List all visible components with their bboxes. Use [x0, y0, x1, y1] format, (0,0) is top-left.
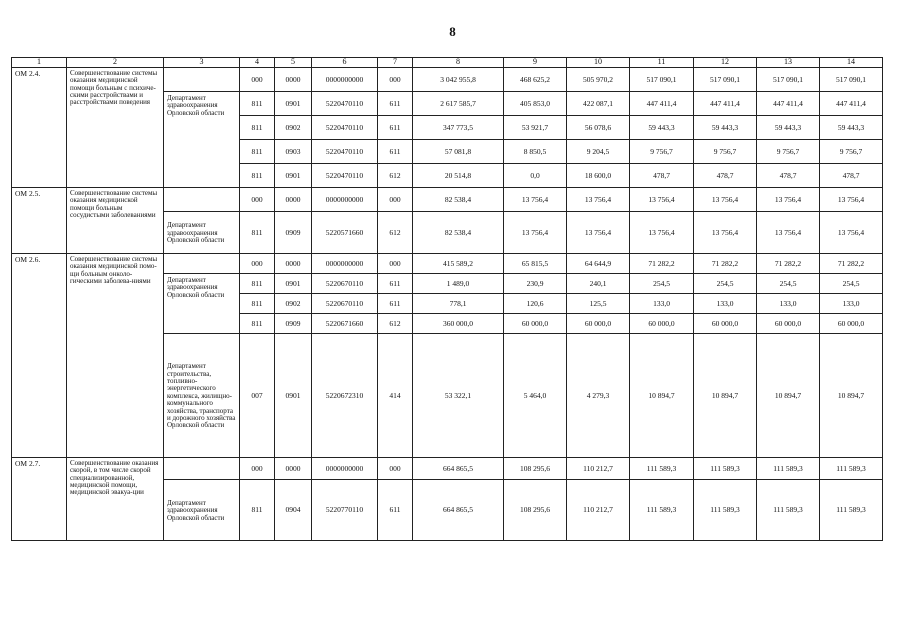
- table-cell-col7: 000: [378, 188, 413, 212]
- table-cell-col6: 5220672310: [312, 334, 378, 458]
- table-cell-col6: 5220571660: [312, 212, 378, 254]
- table-cell-col14: 111 589,3: [820, 480, 883, 541]
- page-number: 8: [449, 24, 456, 39]
- table-cell-col14: 59 443,3: [820, 116, 883, 140]
- table-cell-col5: 0904: [275, 480, 312, 541]
- table-cell-col11: 133,0: [630, 294, 694, 314]
- table-cell-col14: 111 589,3: [820, 458, 883, 480]
- executor-cell: [164, 254, 240, 274]
- measure-description: Совершенствование системы оказания медицинской помо-щи больным онколо-гическими заболева-ниями: [67, 254, 164, 458]
- table-cell-col13: 478,7: [757, 164, 820, 188]
- table-cell-col6: 5220770110: [312, 480, 378, 541]
- table-cell-col9: 108 295,6: [504, 458, 567, 480]
- header-cell: 7: [378, 58, 413, 68]
- table-cell-col12: 111 589,3: [694, 458, 757, 480]
- table-cell-col12: 10 894,7: [694, 334, 757, 458]
- table-cell-col10: 125,5: [567, 294, 630, 314]
- table-row: [12, 458, 883, 480]
- table-cell-col12: 133,0: [694, 294, 757, 314]
- table-cell-col14: 9 756,7: [820, 140, 883, 164]
- table-cell-col11: 447 411,4: [630, 92, 694, 116]
- table-cell-col4: 811: [240, 212, 275, 254]
- table-cell-col8: 664 865,5: [413, 458, 504, 480]
- table-cell-col6: 0000000000: [312, 68, 378, 92]
- table-row: [12, 188, 883, 212]
- table-cell-col10: 56 078,6: [567, 116, 630, 140]
- table-cell-col13: 71 282,2: [757, 254, 820, 274]
- table-cell-col5: 0903: [275, 140, 312, 164]
- table-cell-col11: 9 756,7: [630, 140, 694, 164]
- executor-cell: [164, 68, 240, 92]
- table-cell-col11: 10 894,7: [630, 334, 694, 458]
- table-cell-col5: 0901: [275, 164, 312, 188]
- table-cell-col5: 0000: [275, 254, 312, 274]
- table-cell-col4: 811: [240, 314, 275, 334]
- table-cell-col14: 13 756,4: [820, 212, 883, 254]
- header-cell: 4: [240, 58, 275, 68]
- table-cell-col8: 664 865,5: [413, 480, 504, 541]
- table-cell-col9: 8 850,5: [504, 140, 567, 164]
- table-cell-col14: 13 756,4: [820, 188, 883, 212]
- table-cell-col9: 108 295,6: [504, 480, 567, 541]
- table-cell-col5: 0901: [275, 92, 312, 116]
- table-cell-col7: 611: [378, 140, 413, 164]
- table-cell-col14: 133,0: [820, 294, 883, 314]
- table-cell-col6: 0000000000: [312, 188, 378, 212]
- executor-cell: Департамент здравоохранения Орловской области: [164, 480, 240, 541]
- table-cell-col9: 13 756,4: [504, 188, 567, 212]
- table-row: [12, 254, 883, 274]
- measure-code: ОМ 2.4.: [12, 68, 67, 188]
- table-cell-col4: 000: [240, 68, 275, 92]
- table-cell-col5: 0901: [275, 274, 312, 294]
- table-cell-col7: 612: [378, 212, 413, 254]
- table-cell-col13: 133,0: [757, 294, 820, 314]
- table-cell-col5: 0909: [275, 314, 312, 334]
- table-cell-col12: 9 756,7: [694, 140, 757, 164]
- table-cell-col7: 611: [378, 92, 413, 116]
- executor-cell: Департамент здравоохранения Орловской области: [164, 92, 240, 188]
- table-cell-col4: 811: [240, 140, 275, 164]
- table-cell-col4: 811: [240, 164, 275, 188]
- table-cell-col11: 111 589,3: [630, 458, 694, 480]
- table-cell-col9: 5 464,0: [504, 334, 567, 458]
- header-cell: 12: [694, 58, 757, 68]
- table-cell-col10: 13 756,4: [567, 212, 630, 254]
- table-cell-col7: 611: [378, 480, 413, 541]
- executor-cell: Департамент здравоохранения Орловской области: [164, 274, 240, 334]
- table-cell-col10: 422 087,1: [567, 92, 630, 116]
- header-cell: 9: [504, 58, 567, 68]
- table-cell-col11: 111 589,3: [630, 480, 694, 541]
- table-cell-col7: 414: [378, 334, 413, 458]
- table-cell-col13: 517 090,1: [757, 68, 820, 92]
- table-cell-col4: 007: [240, 334, 275, 458]
- table-cell-col8: 82 538,4: [413, 212, 504, 254]
- table-cell-col11: 517 090,1: [630, 68, 694, 92]
- table-cell-col4: 000: [240, 458, 275, 480]
- header-cell: 10: [567, 58, 630, 68]
- table-cell-col9: 468 625,2: [504, 68, 567, 92]
- table-cell-col6: 0000000000: [312, 254, 378, 274]
- table-cell-col6: 5220670110: [312, 274, 378, 294]
- table-cell-col14: 447 411,4: [820, 92, 883, 116]
- table-cell-col9: 0,0: [504, 164, 567, 188]
- table-cell-col10: 110 212,7: [567, 480, 630, 541]
- table-cell-col8: 778,1: [413, 294, 504, 314]
- table-cell-col12: 13 756,4: [694, 188, 757, 212]
- table-cell-col10: 64 644,9: [567, 254, 630, 274]
- table-cell-col8: 1 489,0: [413, 274, 504, 294]
- table-cell-col4: 811: [240, 92, 275, 116]
- table-cell-col10: 110 212,7: [567, 458, 630, 480]
- table-cell-col11: 478,7: [630, 164, 694, 188]
- table-cell-col11: 13 756,4: [630, 188, 694, 212]
- table-cell-col8: 3 042 955,8: [413, 68, 504, 92]
- header-cell: 1: [12, 58, 67, 68]
- budget-table: [11, 57, 883, 541]
- table-cell-col4: 811: [240, 480, 275, 541]
- table-cell-col8: 57 081,8: [413, 140, 504, 164]
- table-cell-col9: 13 756,4: [504, 212, 567, 254]
- table-cell-col8: 347 773,5: [413, 116, 504, 140]
- table-cell-col14: 254,5: [820, 274, 883, 294]
- table-cell-col7: 611: [378, 294, 413, 314]
- table-cell-col7: 000: [378, 254, 413, 274]
- table-cell-col5: 0901: [275, 334, 312, 458]
- table-cell-col9: 120,6: [504, 294, 567, 314]
- table-cell-col9: 53 921,7: [504, 116, 567, 140]
- table-cell-col10: 505 970,2: [567, 68, 630, 92]
- table-cell-col4: 811: [240, 116, 275, 140]
- table-cell-col5: 0000: [275, 188, 312, 212]
- table-cell-col12: 71 282,2: [694, 254, 757, 274]
- table-cell-col7: 612: [378, 314, 413, 334]
- table-cell-col12: 60 000,0: [694, 314, 757, 334]
- table-cell-col14: 517 090,1: [820, 68, 883, 92]
- table-cell-col13: 59 443,3: [757, 116, 820, 140]
- table-cell-col13: 111 589,3: [757, 458, 820, 480]
- table-cell-col5: 0000: [275, 68, 312, 92]
- table-cell-col10: 13 756,4: [567, 188, 630, 212]
- table-cell-col13: 254,5: [757, 274, 820, 294]
- header-cell: 11: [630, 58, 694, 68]
- table-cell-col6: 0000000000: [312, 458, 378, 480]
- table-cell-col4: 000: [240, 254, 275, 274]
- table-cell-col7: 000: [378, 458, 413, 480]
- table-cell-col9: 65 815,5: [504, 254, 567, 274]
- table-cell-col11: 13 756,4: [630, 212, 694, 254]
- header-cell: 5: [275, 58, 312, 68]
- table-cell-col9: 230,9: [504, 274, 567, 294]
- table-cell-col7: 611: [378, 116, 413, 140]
- table-cell-col8: 360 000,0: [413, 314, 504, 334]
- executor-cell: Департамент здравоохранения Орловской области: [164, 212, 240, 254]
- header-cell: 8: [413, 58, 504, 68]
- table-cell-col10: 240,1: [567, 274, 630, 294]
- table-cell-col13: 13 756,4: [757, 212, 820, 254]
- table-cell-col6: 5220670110: [312, 294, 378, 314]
- table-cell-col8: 82 538,4: [413, 188, 504, 212]
- table-cell-col12: 111 589,3: [694, 480, 757, 541]
- executor-cell: [164, 188, 240, 212]
- table-cell-col9: 405 853,0: [504, 92, 567, 116]
- table-cell-col6: 5220671660: [312, 314, 378, 334]
- table-cell-col8: 2 617 585,7: [413, 92, 504, 116]
- table-cell-col13: 10 894,7: [757, 334, 820, 458]
- header-cell: 6: [312, 58, 378, 68]
- executor-cell: [164, 458, 240, 480]
- table-cell-col10: 18 600,0: [567, 164, 630, 188]
- table-cell-col11: 59 443,3: [630, 116, 694, 140]
- table-cell-col5: 0902: [275, 294, 312, 314]
- table-cell-col5: 0000: [275, 458, 312, 480]
- measure-description: Совершенствование системы оказания медицинской помощи больным с психиче-скими расстройствами и расстройствами поведения: [67, 68, 164, 188]
- table-cell-col6: 5220470110: [312, 164, 378, 188]
- table-cell-col13: 9 756,7: [757, 140, 820, 164]
- table-cell-col6: 5220470110: [312, 116, 378, 140]
- table-row: [12, 68, 883, 92]
- table-cell-col12: 478,7: [694, 164, 757, 188]
- table-cell-col9: 60 000,0: [504, 314, 567, 334]
- table-cell-col7: 612: [378, 164, 413, 188]
- table-cell-col13: 111 589,3: [757, 480, 820, 541]
- table-cell-col12: 59 443,3: [694, 116, 757, 140]
- executor-cell: Департамент строительства, топливно-энергетического комплекса, жилищно-коммунального хозяйства, транспорта и дорожного хозяйства Орловской области: [164, 334, 240, 458]
- table-cell-col8: 415 589,2: [413, 254, 504, 274]
- table-cell-col6: 5220470110: [312, 92, 378, 116]
- table-cell-col4: 000: [240, 188, 275, 212]
- table-cell-col11: 60 000,0: [630, 314, 694, 334]
- table-cell-col8: 53 322,1: [413, 334, 504, 458]
- table-cell-col5: 0902: [275, 116, 312, 140]
- measure-description: Совершенствование оказания скорой, в том числе скорой специализированной, медицинской помощи, медицинской эвакуа-ции: [67, 458, 164, 541]
- header-cell: 3: [164, 58, 240, 68]
- table-cell-col5: 0909: [275, 212, 312, 254]
- measure-code: ОМ 2.7.: [12, 458, 67, 541]
- table-cell-col8: 20 514,8: [413, 164, 504, 188]
- header-cell: 14: [820, 58, 883, 68]
- table-cell-col14: 10 894,7: [820, 334, 883, 458]
- table-cell-col10: 9 204,5: [567, 140, 630, 164]
- measure-code: ОМ 2.6.: [12, 254, 67, 458]
- table-cell-col7: 000: [378, 68, 413, 92]
- measure-code: ОМ 2.5.: [12, 188, 67, 254]
- header-row: [12, 58, 883, 68]
- measure-description: Совершенствование системы оказания медицинской помощи больным сосудистыми заболеваниями: [67, 188, 164, 254]
- header-cell: 2: [67, 58, 164, 68]
- table-cell-col13: 13 756,4: [757, 188, 820, 212]
- table-cell-col14: 60 000,0: [820, 314, 883, 334]
- table-cell-col11: 254,5: [630, 274, 694, 294]
- table-cell-col12: 447 411,4: [694, 92, 757, 116]
- header-cell: 13: [757, 58, 820, 68]
- table-cell-col4: 811: [240, 274, 275, 294]
- table-cell-col13: 447 411,4: [757, 92, 820, 116]
- table-cell-col6: 5220470110: [312, 140, 378, 164]
- table-cell-col4: 811: [240, 294, 275, 314]
- table-cell-col12: 254,5: [694, 274, 757, 294]
- table-cell-col13: 60 000,0: [757, 314, 820, 334]
- table-cell-col11: 71 282,2: [630, 254, 694, 274]
- table-cell-col7: 611: [378, 274, 413, 294]
- table-cell-col12: 517 090,1: [694, 68, 757, 92]
- table-cell-col14: 478,7: [820, 164, 883, 188]
- table-cell-col14: 71 282,2: [820, 254, 883, 274]
- table-cell-col12: 13 756,4: [694, 212, 757, 254]
- table-cell-col10: 4 279,3: [567, 334, 630, 458]
- table-cell-col10: 60 000,0: [567, 314, 630, 334]
